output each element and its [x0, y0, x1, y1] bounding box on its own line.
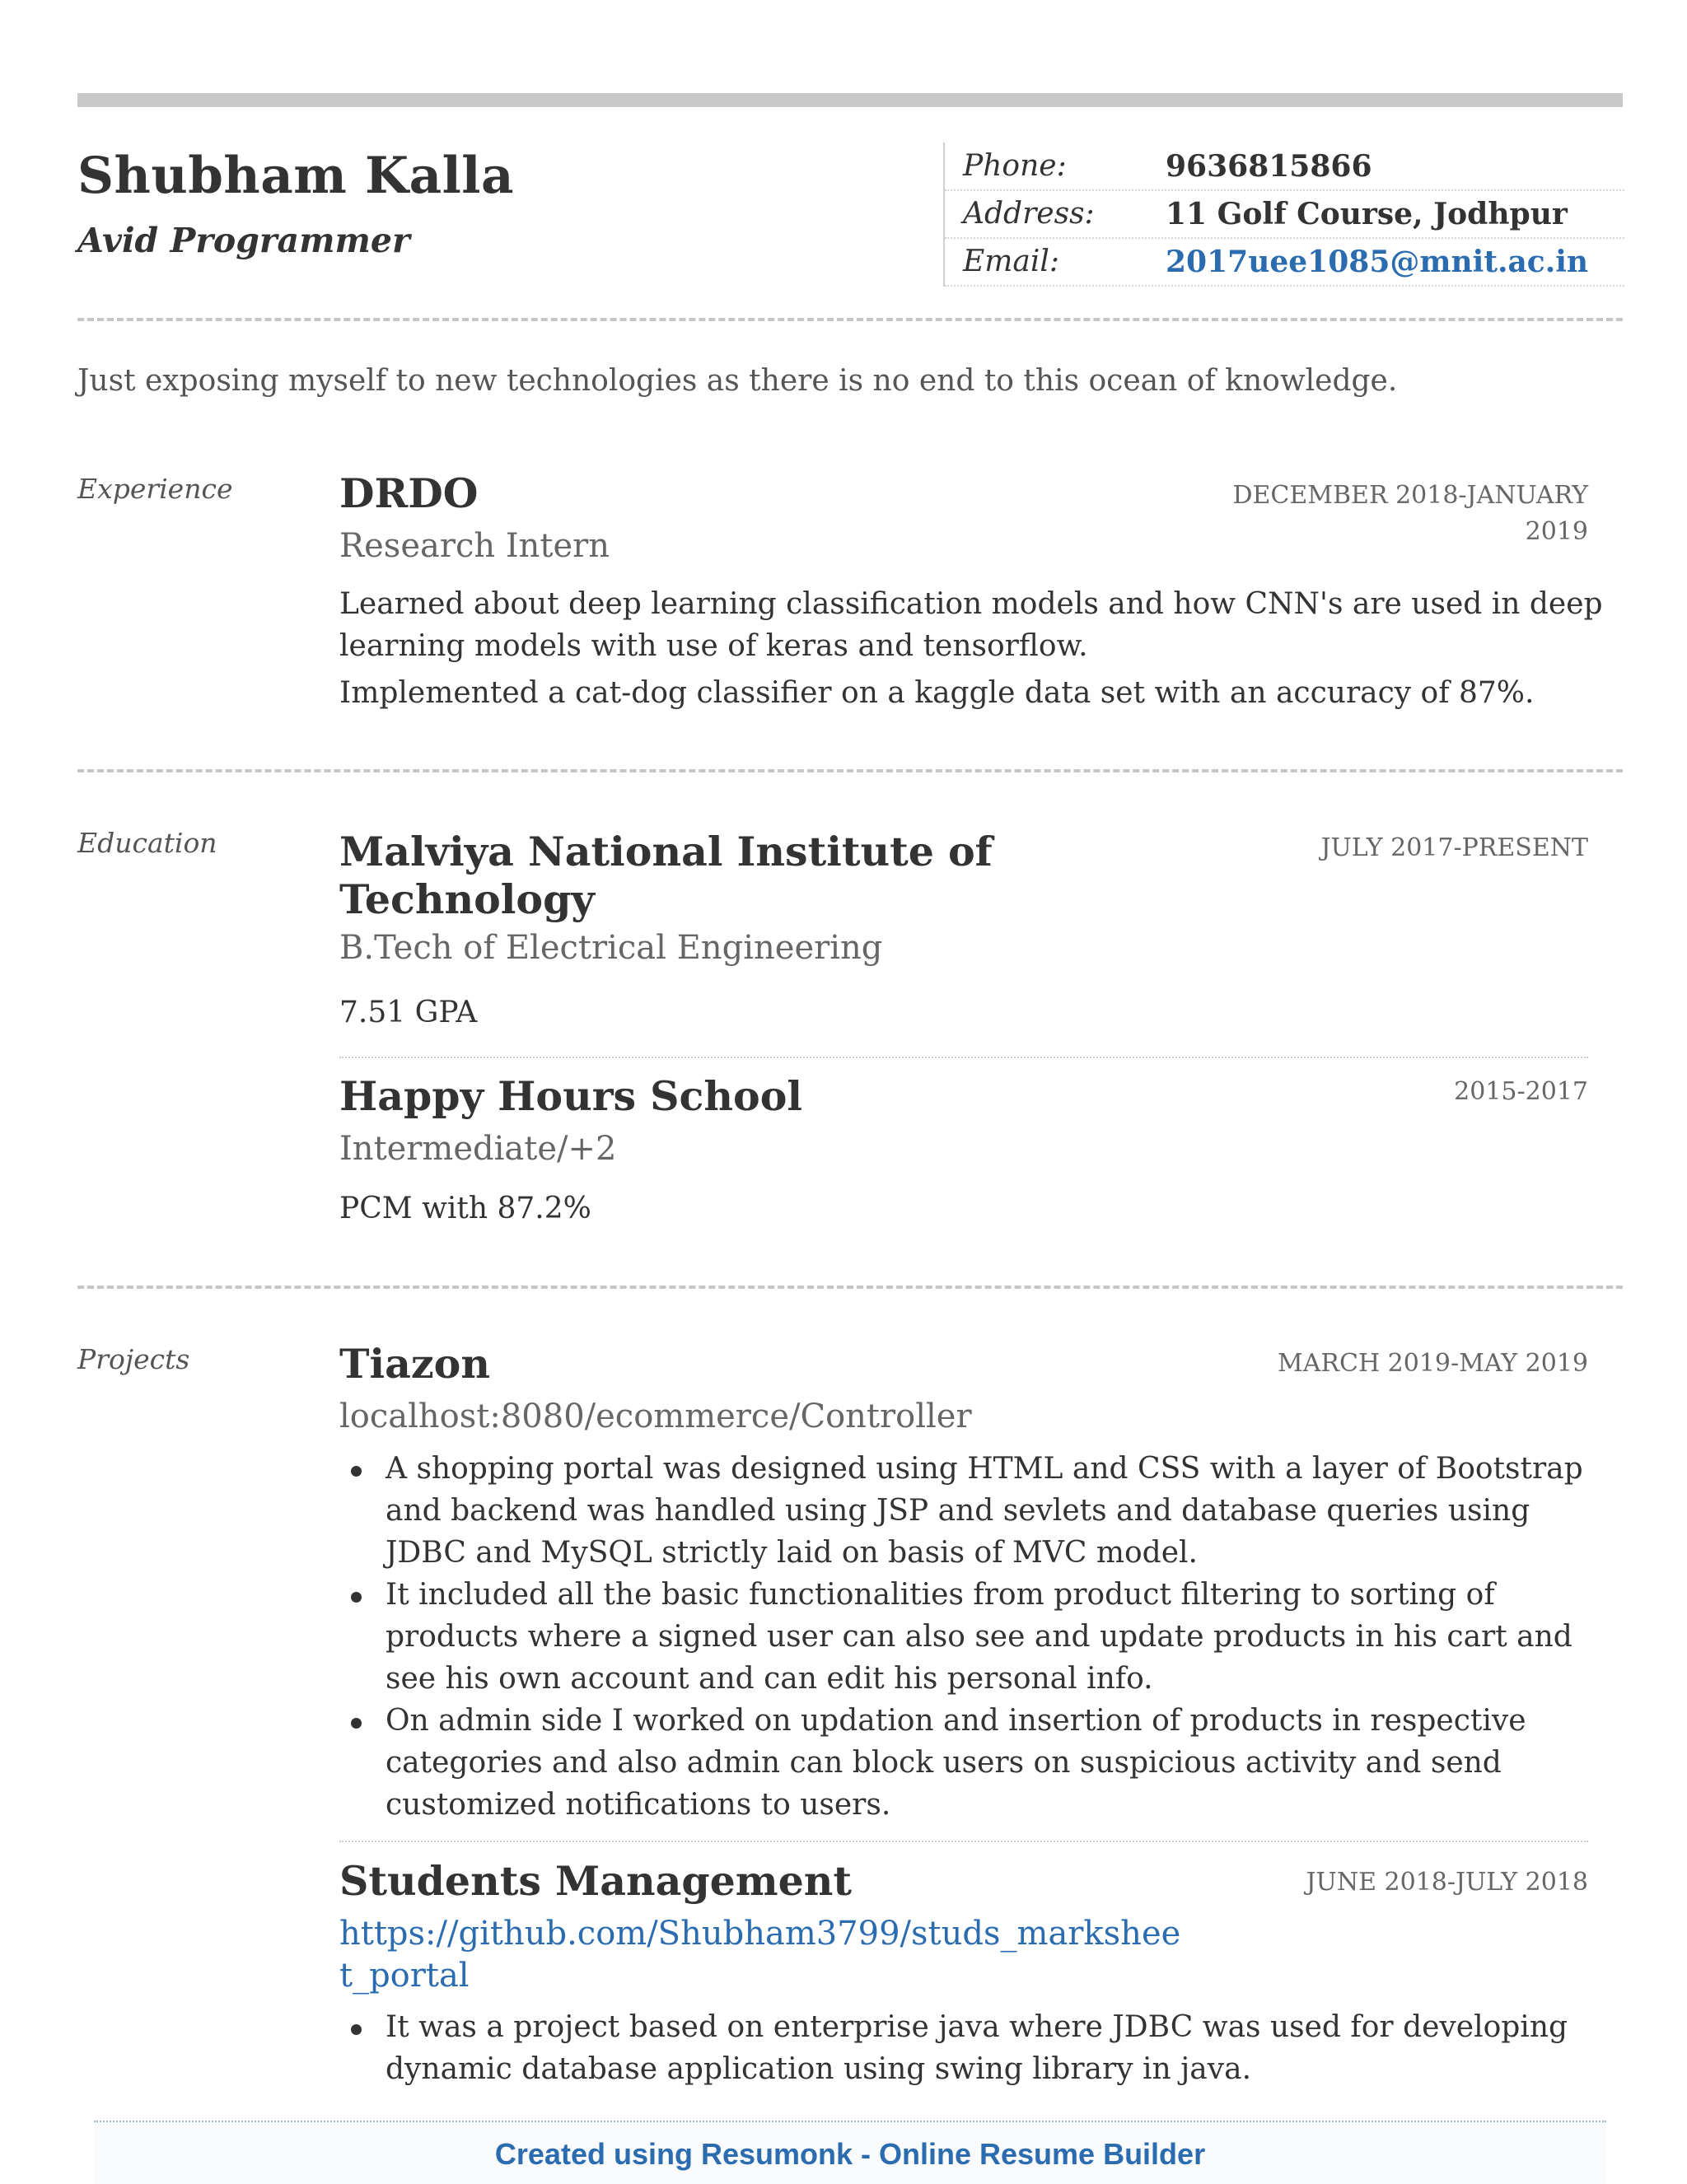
candidate-name: Shubham Kalla: [77, 147, 514, 205]
education-title-2: Happy Hours School: [339, 1072, 802, 1120]
candidate-tagline: Avid Programmer: [77, 221, 410, 260]
section-divider: [77, 769, 1623, 772]
project-bullets-1: [339, 1448, 1591, 1826]
experience-date-line2: 2019: [1525, 517, 1588, 546]
resume-page: [77, 0, 1623, 2182]
project-bullets-2: [339, 2006, 1591, 2090]
education-title-1-line2: Technology: [339, 875, 595, 923]
section-label-experience: Experience: [77, 473, 233, 505]
footer-banner: [94, 2121, 1606, 2184]
experience-role: Research Intern: [339, 527, 610, 565]
footer-link[interactable]: Created using Resumonk - Online Resume Builder: [494, 2137, 1206, 2171]
education-degree-1: B.Tech of Electrical Engineering: [339, 929, 883, 967]
experience-date-line1: DECEMBER 2018-JANUARY: [1232, 481, 1588, 510]
project-title-2: Students Management: [339, 1857, 853, 1905]
list-item: It was a project based on enterprise java where JDBC was used for developing dynamic database application using swing library in java.: [339, 2006, 1591, 2090]
section-divider: [77, 318, 1623, 321]
education-date-2: 2015-2017: [1454, 1077, 1588, 1106]
experience-title: DRDO: [339, 469, 479, 517]
section-divider: [77, 1286, 1623, 1289]
email-label: Email:: [963, 245, 1060, 278]
contact-table: [943, 142, 1624, 287]
summary-text: Just exposing myself to new technologies as there is no end to this ocean of knowledge.: [77, 364, 1398, 398]
project-link-1: localhost:8080/ecommerce/Controller: [339, 1398, 972, 1435]
project-date-1: MARCH 2019-MAY 2019: [1278, 1349, 1588, 1378]
contact-row-email: [945, 238, 1624, 287]
education-title-1-line1: Malviya National Institute of: [339, 828, 993, 875]
education-degree-2: Intermediate/+2: [339, 1130, 617, 1168]
address-label: Address:: [963, 197, 1095, 231]
list-item: On admin side I worked on updation and insertion of products in respective categories and also admin can block users on suspicious activity and send customized notifications to users.: [339, 1700, 1591, 1826]
section-label-projects: Projects: [77, 1343, 190, 1375]
email-link[interactable]: 2017uee1085@mnit.ac.in: [1166, 245, 1589, 279]
phone-value: 9636815866: [1166, 149, 1372, 184]
experience-description-2: Implemented a cat-dog classifier on a kaggle data set with an accuracy of 87%.: [339, 676, 1535, 710]
project-link-2-line1[interactable]: https://github.com/Shubham3799/studs_markshee: [339, 1915, 1181, 1953]
experience-date: [1232, 478, 1588, 550]
experience-description-1: Learned about deep learning classification models and how CNN's are used in deep learning models with use of keras and tensorflow.: [339, 587, 1603, 663]
top-accent-bar: [77, 93, 1623, 107]
education-detail-2: PCM with 87.2%: [339, 1192, 591, 1225]
section-label-education: Education: [77, 827, 217, 859]
entry-divider: [339, 1841, 1588, 1842]
project-link-2[interactable]: [339, 1913, 1180, 1997]
list-item: It included all the basic functionalities from product filtering to sorting of products where a signed user can also see and update products in his cart and see his own account and can edit his personal info.: [339, 1574, 1591, 1700]
education-detail-1: 7.51 GPA: [339, 996, 478, 1029]
project-title-1: Tiazon: [339, 1340, 490, 1388]
education-date-1: JULY 2017-PRESENT: [1320, 833, 1588, 862]
project-date-2: JUNE 2018-JULY 2018: [1306, 1868, 1588, 1897]
contact-row-phone: [945, 142, 1624, 191]
entry-divider: [339, 1057, 1588, 1058]
phone-label: Phone:: [963, 149, 1067, 183]
list-item: A shopping portal was designed using HTML and CSS with a layer of Bootstrap and backend was handled using JSP and sevlets and database queries using JDBC and MySQL strictly laid on basis of MVC model.: [339, 1448, 1591, 1574]
education-title-1: [339, 828, 993, 923]
project-link-2-line2[interactable]: t_portal: [339, 1957, 470, 1995]
address-value: 11 Golf Course, Jodhpur: [1166, 197, 1568, 231]
contact-row-address: [945, 190, 1624, 239]
